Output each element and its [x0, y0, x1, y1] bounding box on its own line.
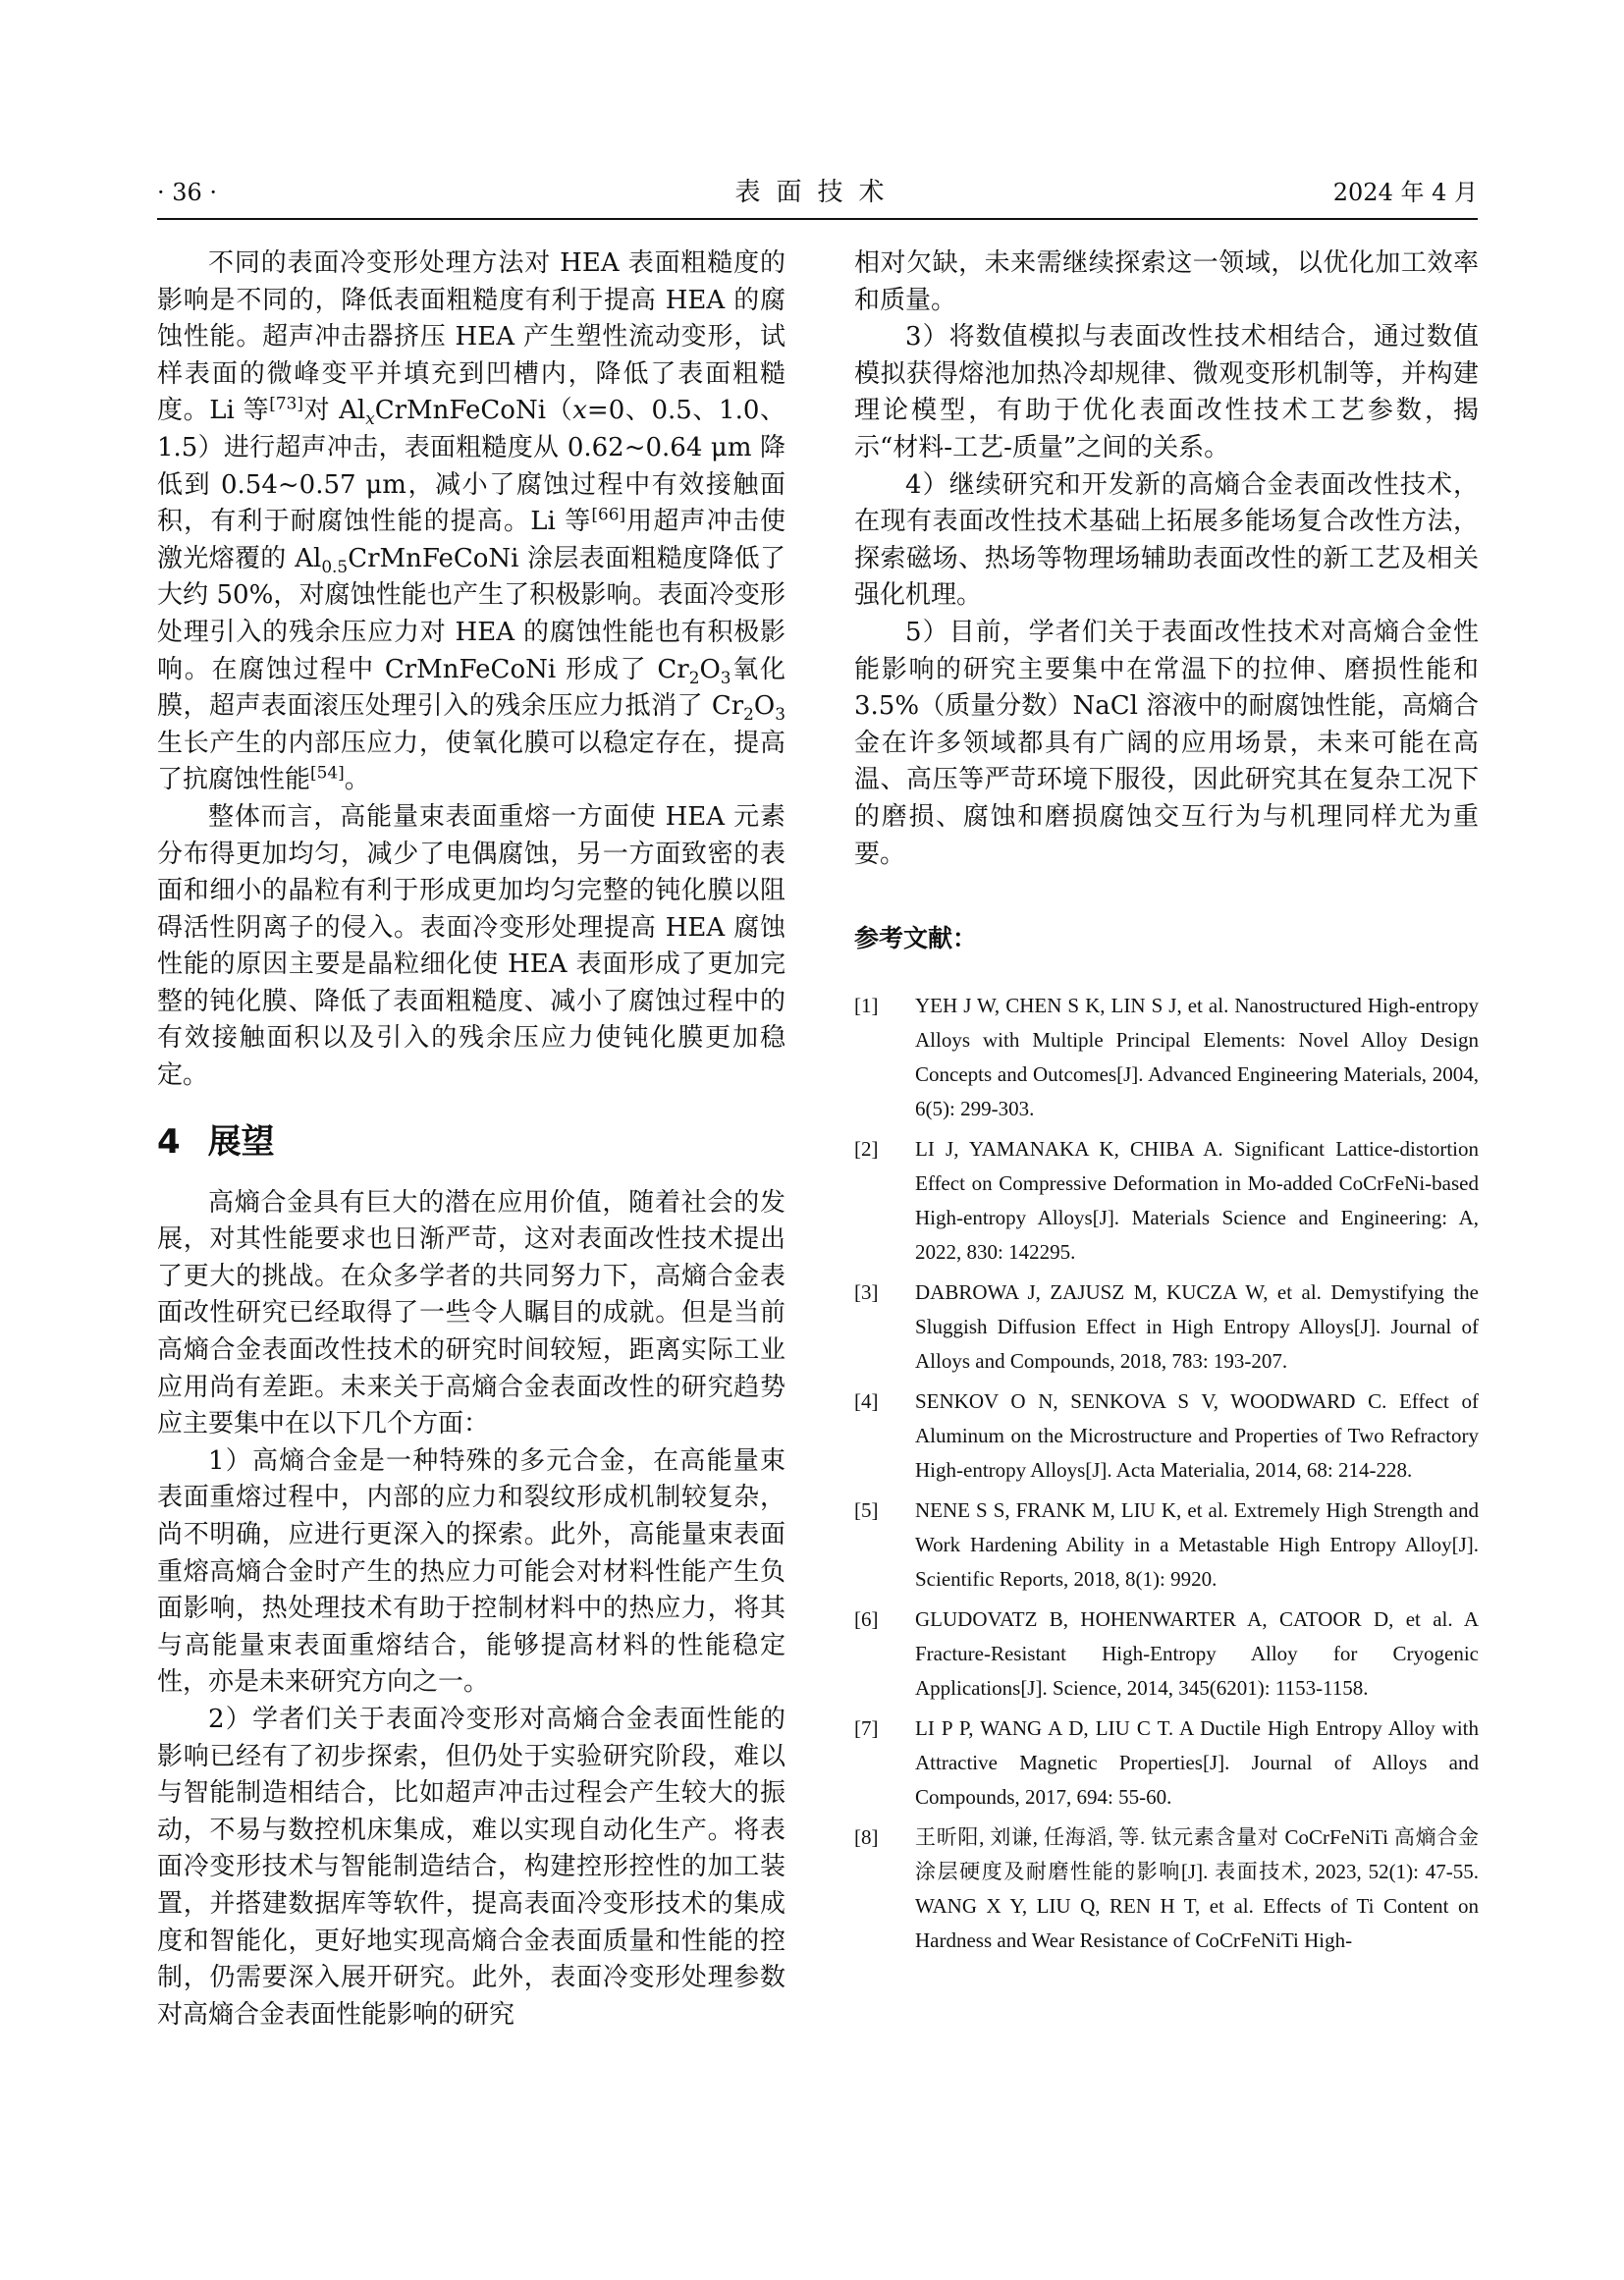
reference-index: [1]	[854, 994, 879, 1018]
reference-item	[854, 1132, 1479, 1270]
paragraph-point-4: 4）继续研究和开发新的高熵合金表面改性技术，在现有表面改性技术基础上拓展多能场复合改性方法，探索磁场、热场等物理场辅助表面改性的新工艺及相关强化机理。	[854, 469, 1479, 611]
paragraph-summary: 整体而言，高能量束表面重熔一方面使 HEA 元素分布得更加均匀，减少了电偶腐蚀，另一方面致密的表面和细小的晶粒有利于形成更加均匀完整的钝化膜以阻碍活性阴离子的侵入。表面冷变形处理提高 HEA 腐蚀性能的原因主要是晶粒细化使 HEA 表面形成了更加完整的钝化膜、降低了表面粗糙度、减小了腐蚀过程中的有效接触面积以及引入的残余压应力使钝化膜更加稳定。	[157, 801, 785, 1091]
page-number: · 36 ·	[157, 179, 218, 206]
paragraph-roughness: 不同的表面冷变形处理方法对 HEA 表面粗糙度的影响是不同的，降低表面粗糙度有利于提高 HEA 的腐蚀性能。超声冲击器挤压 HEA 产生塑性流动变形，试样表面的微峰变平并填充到凹槽内，降低了表面粗糙度。Li 等[73]对 $Al_xCrMnFeCoNi(x=0$、0.5、1.0、1.5）进行超声冲击，表面粗糙度从 0.62~0.64 μm 降低到 0.54~0.57 μm，减小了腐蚀过程中有效接触面积，有利于耐腐蚀性能的提高。Li 等[66]用超声冲击使激光熔覆的 $Al_{0.5}CrMnFeCoNi$ 涂层表面粗糙度降低了大约 50%，对腐蚀性能也产生了积极影响。表面冷变形处理引入的残余压应力对 HEA 的腐蚀性能也有积极影响。在腐蚀过程中 CrMnFeCoNi 形成了 $Cr_2O_3$氧化膜，超声表面滚压处理引入的残余压应力抵消了 $Cr_2O_3$生长产生的内部压应力，使氧化膜可以稳定存在，提高了抗腐蚀性能[54]。	[157, 248, 786, 795]
paragraph-point-3: 3）将数值模拟与表面改性技术相结合，通过数值模拟获得熔池加热冷却规律、微观变形机制等，并构建理论模型，有助于优化表面改性技术工艺参数，揭示“材料-工艺-质量”之间的关系。	[854, 322, 1479, 462]
paragraph-point-5: 5）目前，学者们关于表面改性技术对高熵合金性能影响的研究主要集中在常温下的拉伸、磨损性能和 3.5%（质量分数）NaCl 溶液中的耐腐蚀性能，高熵合金在许多领域都具有广阔的应用场景，未来可能在高温、高压等严苛环境下服役，因此研究其在复杂工况下的磨损、腐蚀和磨损腐蚀交互行为与机理同样尤为重要。	[854, 617, 1479, 869]
page-header	[157, 177, 1478, 218]
reference-text: GLUDOVATZ B, HOHENWARTER A, CATOOR D, et al. A Fracture-Resistant High-Entropy Alloy for Cryogenic Applications[J]. Science, 2014, 345(6201): 1153-1158.	[915, 1607, 1479, 1701]
section-title: 展望	[207, 1121, 275, 1162]
reference-index: [3]	[854, 1280, 879, 1305]
section-heading	[157, 1120, 785, 1164]
reference-item	[854, 989, 1479, 1126]
paragraph-point-2: 2）学者们关于表面冷变形对高熵合金表面性能的影响已经有了初步探索，但仍处于实验研究阶段，难以与智能制造相结合，比如超声冲击过程会产生较大的振动，不易与数控机床集成，难以实现自动化生产。将表面冷变形技术与智能制造结合，构建控形控性的加工装置，并搭建数据库等软件，提高表面冷变形技术的集成度和智能化，更好地实现高熵合金表面质量和性能的控制，仍需要深入展开研究。此外，表面冷变形处理参数对高熵合金表面性能影响的研究	[157, 1704, 785, 2030]
paragraph-continued: 相对欠缺，未来需继续探索这一领域，以优化加工效率和质量。	[854, 248, 1479, 315]
reference-item	[854, 1602, 1479, 1706]
reference-text: LI P P, WANG A D, LIU C T. A Ductile High Entropy Alloy with Attractive Magnetic Properties[J]. Journal of Alloys and Compounds, 2017, 694: 55-60.	[915, 1716, 1479, 1810]
references-heading: 参考文献：	[854, 924, 978, 953]
right-column	[854, 245, 1479, 1964]
reference-text: 王昕阳, 刘谦, 任海滔, 等. 钛元素含量对 CoCrFeNiTi 高熵合金涂层硬度及耐磨性能的影响[J]. 表面技术, 2023, 52(1): 47-55. WANG X Y, LIU Q, REN H T, et al. Effects of Ti Content on Hardness and Wear Resistance of CoCrFeNiTi High-	[915, 1825, 1479, 1953]
reference-index: [2]	[854, 1137, 879, 1162]
reference-item	[854, 1493, 1479, 1597]
reference-item	[854, 1820, 1479, 1958]
reference-item	[854, 1711, 1479, 1815]
reference-list	[854, 989, 1479, 1958]
left-column	[157, 245, 785, 2034]
reference-index: [7]	[854, 1716, 879, 1741]
reference-index: [8]	[854, 1825, 879, 1850]
reference-text: DABROWA J, ZAJUSZ M, KUCZA W, et al. Demystifying the Sluggish Diffusion Effect in High Entropy Alloys[J]. Journal of Alloys and Compounds, 2018, 783: 193-207.	[915, 1280, 1479, 1374]
paragraph-outlook-intro: 高熵合金具有巨大的潜在应用价值，随着社会的发展，对其性能要求也日渐严苛，这对表面改性技术提出了更大的挑战。在众多学者的共同努力下，高熵合金表面改性研究已经取得了一些令人瞩目的成就。但是当前高熵合金表面改性技术的研究时间较短，距离实际工业应用尚有差距。未来关于高熵合金表面改性的研究趋势应主要集中在以下几个方面：	[157, 1187, 785, 1439]
section-number: 4	[157, 1121, 181, 1162]
paragraph-point-1: 1）高熵合金是一种特殊的多元合金，在高能量束表面重熔过程中，内部的应力和裂纹形成机制较复杂，尚不明确，应进行更深入的探索。此外，高能量束表面重熔高熵合金时产生的热应力可能会对材料性能产生负面影响，热处理技术有助于控制材料中的热应力，将其与高能量束表面重熔结合，能够提高材料的性能稳定性，亦是未来研究方向之一。	[157, 1445, 785, 1698]
reference-index: [6]	[854, 1607, 879, 1632]
journal-title: 表面技术	[734, 178, 900, 207]
issue-date: 2024 年 4 月	[1332, 179, 1478, 206]
reference-text: NENE S S, FRANK M, LIU K, et al. Extremely High Strength and Work Hardening Ability in a Metastable High Entropy Alloy[J]. Scientific Reports, 2018, 8(1): 9920.	[915, 1498, 1479, 1592]
reference-item	[854, 1384, 1479, 1488]
reference-index: [5]	[854, 1498, 879, 1523]
reference-text: YEH J W, CHEN S K, LIN S J, et al. Nanostructured High-entropy Alloys with Multiple Principal Elements: Novel Alloy Design Concepts and Outcomes[J]. Advanced Engineering Materials, 2004, 6(5): 299-303.	[915, 994, 1479, 1121]
reference-text: SENKOV O N, SENKOVA S V, WOODWARD C. Effect of Aluminum on the Microstructure and Properties of Two Refractory High-entropy Alloys[J]. Acta Materialia, 2014, 68: 214-228.	[915, 1389, 1479, 1483]
header-rule	[157, 218, 1478, 220]
reference-text: LI J, YAMANAKA K, CHIBA A. Significant Lattice-distortion Effect on Compressive Deformation in Mo-added CoCrFeNi-based High-entropy Alloys[J]. Materials Science and Engineering: A, 2022, 830: 142295.	[915, 1137, 1479, 1265]
reference-item	[854, 1276, 1479, 1379]
reference-index: [4]	[854, 1389, 879, 1414]
